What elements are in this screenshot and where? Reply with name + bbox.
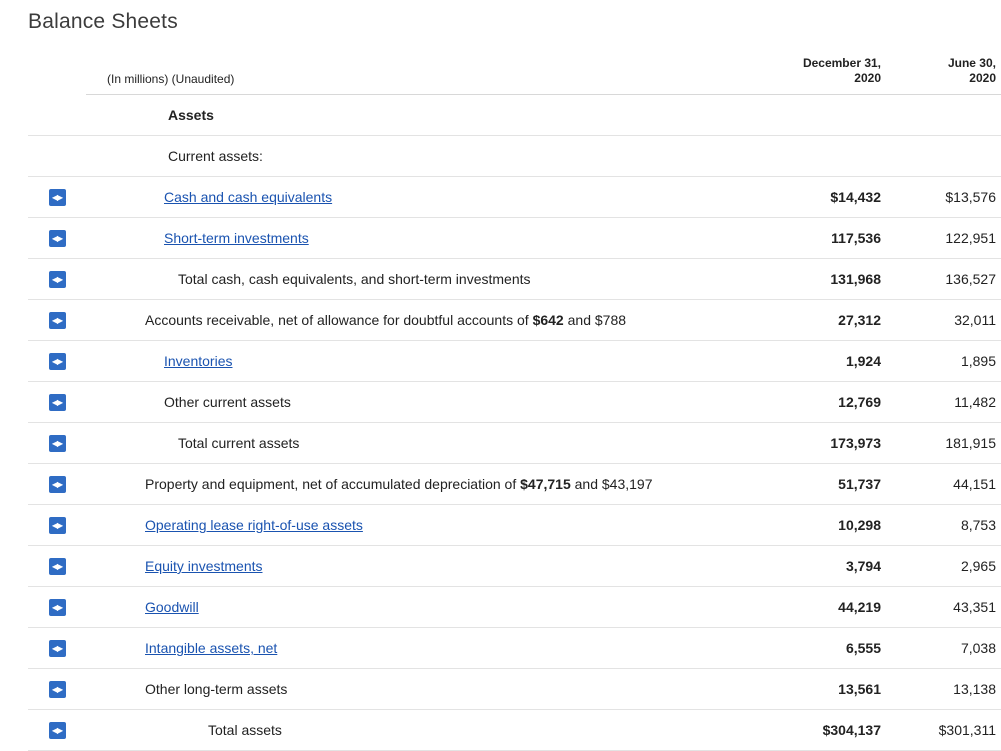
table-row xyxy=(28,341,1001,382)
row-icon-cell xyxy=(28,177,86,218)
row-value-current xyxy=(771,300,886,341)
row-value-prior xyxy=(886,177,1001,218)
row-label-text: Total cash, cash equivalents, and short-term investments xyxy=(178,271,531,287)
row-value-current xyxy=(771,628,886,669)
table-header xyxy=(28,56,1001,95)
xbrl-tag-icon[interactable] xyxy=(49,312,66,329)
table-row xyxy=(28,423,1001,464)
row-label-text: Current assets: xyxy=(168,148,263,164)
value-text: 6,555 xyxy=(845,640,881,656)
row-label-cell xyxy=(86,710,771,751)
row-label-cell xyxy=(86,382,771,423)
value-text: 12,769 xyxy=(838,394,881,410)
value-text: 11,482 xyxy=(954,394,996,410)
label-conjunction: and xyxy=(570,476,602,492)
row-label-cell xyxy=(86,136,771,177)
row-label-cell xyxy=(86,259,771,300)
label-value-current: $642 xyxy=(532,312,564,328)
row-label-link[interactable]: Inventories xyxy=(164,353,233,369)
row-icon-cell xyxy=(28,300,86,341)
xbrl-tag-icon[interactable] xyxy=(49,394,66,411)
row-label-text: Other long-term assets xyxy=(145,681,288,697)
value-text: $301,311 xyxy=(938,722,996,738)
row-value-current xyxy=(771,177,886,218)
row-value-current xyxy=(771,259,886,300)
xbrl-tag-icon[interactable] xyxy=(49,722,66,739)
value-text: 8,753 xyxy=(960,517,996,533)
row-label-cell xyxy=(86,218,771,259)
row-label-cell xyxy=(86,628,771,669)
row-label-cell xyxy=(86,464,771,505)
table-row xyxy=(28,587,1001,628)
row-value-prior xyxy=(886,218,1001,259)
xbrl-tag-icon[interactable] xyxy=(49,476,66,493)
row-value-current xyxy=(771,382,886,423)
header-stub: (In millions) (Unaudited) xyxy=(86,56,771,95)
header-col-2-line2: 2020 xyxy=(969,71,996,85)
value-text: 13,138 xyxy=(953,681,996,697)
row-value-prior xyxy=(886,300,1001,341)
table-body xyxy=(28,95,1001,751)
value-text: 1,924 xyxy=(845,353,881,369)
value-text: 44,219 xyxy=(838,599,881,615)
table-row xyxy=(28,300,1001,341)
xbrl-tag-icon[interactable] xyxy=(49,271,66,288)
value-text: $14,432 xyxy=(830,189,881,205)
xbrl-tag-icon[interactable] xyxy=(49,681,66,698)
row-icon-cell xyxy=(28,382,86,423)
row-label-cell xyxy=(86,177,771,218)
row-value-prior xyxy=(886,423,1001,464)
row-value-prior xyxy=(886,95,1001,136)
row-icon-cell xyxy=(28,669,86,710)
balance-sheet-table xyxy=(28,56,1001,751)
table-row xyxy=(28,218,1001,259)
header-icon-spacer xyxy=(28,56,86,95)
row-value-prior xyxy=(886,259,1001,300)
value-text: 173,973 xyxy=(830,435,881,451)
table-row xyxy=(28,177,1001,218)
row-icon-cell xyxy=(28,218,86,259)
row-icon-cell xyxy=(28,423,86,464)
row-value-current xyxy=(771,218,886,259)
table-row xyxy=(28,464,1001,505)
xbrl-tag-icon[interactable] xyxy=(49,189,66,206)
value-text: 1,895 xyxy=(960,353,996,369)
value-text: 13,561 xyxy=(838,681,881,697)
value-text: 43,351 xyxy=(953,599,996,615)
table-row xyxy=(28,669,1001,710)
row-label-cell xyxy=(86,95,771,136)
row-label-link[interactable]: Equity investments xyxy=(145,558,263,574)
label-value-prior: $788 xyxy=(594,312,627,328)
row-value-current xyxy=(771,669,886,710)
value-text: 3,794 xyxy=(845,558,881,574)
row-value-prior xyxy=(886,669,1001,710)
header-col-1-line1: December 31, xyxy=(802,56,881,70)
row-value-current xyxy=(771,505,886,546)
table-row xyxy=(28,382,1001,423)
xbrl-tag-icon[interactable] xyxy=(49,517,66,534)
table-row xyxy=(28,546,1001,587)
value-text: $304,137 xyxy=(822,722,881,738)
xbrl-tag-icon[interactable] xyxy=(49,640,66,657)
label-value-prior: $43,197 xyxy=(601,476,653,492)
row-value-prior xyxy=(886,710,1001,751)
row-value-prior xyxy=(886,341,1001,382)
row-value-prior xyxy=(886,505,1001,546)
value-text: 2,965 xyxy=(960,558,996,574)
header-col-2-line1: June 30, xyxy=(947,56,996,70)
row-value-current xyxy=(771,341,886,382)
row-label-link[interactable]: Short-term investments xyxy=(164,230,309,246)
label-conjunction: and xyxy=(563,312,595,328)
row-value-current xyxy=(771,587,886,628)
row-label-link[interactable]: Cash and cash equivalents xyxy=(164,189,333,205)
page-title: Balance Sheets xyxy=(28,10,178,33)
table-row xyxy=(28,710,1001,751)
value-text: 32,011 xyxy=(954,312,996,328)
table-row xyxy=(28,628,1001,669)
row-label-text: Total assets xyxy=(208,722,282,738)
row-value-current xyxy=(771,136,886,177)
row-label-text: Total current assets xyxy=(178,435,300,451)
row-label-cell xyxy=(86,341,771,382)
value-text: 7,038 xyxy=(960,640,996,656)
row-icon-cell xyxy=(28,628,86,669)
value-text: 44,151 xyxy=(953,476,996,492)
row-icon-cell xyxy=(28,95,86,136)
xbrl-tag-icon[interactable] xyxy=(49,435,66,452)
row-value-prior xyxy=(886,546,1001,587)
label-text: Property and equipment, net of accumulated depreciation of xyxy=(145,476,521,492)
row-label-link[interactable]: Operating lease right-of-use assets xyxy=(145,517,363,533)
row-value-prior xyxy=(886,382,1001,423)
row-value-prior xyxy=(886,587,1001,628)
table-row xyxy=(28,95,1001,136)
label-value-current: $47,715 xyxy=(520,476,571,492)
row-icon-cell xyxy=(28,259,86,300)
value-text: 131,968 xyxy=(830,271,881,287)
value-text: 122,951 xyxy=(945,230,996,246)
row-value-prior xyxy=(886,136,1001,177)
row-value-prior xyxy=(886,628,1001,669)
row-label-link[interactable]: Goodwill xyxy=(145,599,199,615)
row-value-prior xyxy=(886,464,1001,505)
row-icon-cell xyxy=(28,546,86,587)
xbrl-tag-icon[interactable] xyxy=(49,558,66,575)
value-text: $13,576 xyxy=(945,189,996,205)
row-label-text: Assets xyxy=(168,107,214,123)
row-icon-cell xyxy=(28,464,86,505)
row-label-cell xyxy=(86,546,771,587)
value-text: 136,527 xyxy=(945,271,996,287)
label-text: Accounts receivable, net of allowance for doubtful accounts of xyxy=(145,312,533,328)
row-value-current xyxy=(771,710,886,751)
row-label-link[interactable]: Intangible assets, net xyxy=(145,640,278,656)
row-icon-cell xyxy=(28,505,86,546)
row-label-text: Other current assets xyxy=(164,394,291,410)
xbrl-tag-icon[interactable] xyxy=(49,599,66,616)
row-icon-cell xyxy=(28,136,86,177)
xbrl-tag-icon[interactable] xyxy=(49,353,66,370)
value-text: 181,915 xyxy=(945,435,996,451)
row-icon-cell xyxy=(28,341,86,382)
row-label-cell xyxy=(86,505,771,546)
row-value-current xyxy=(771,95,886,136)
value-text: 117,536 xyxy=(831,230,881,246)
row-icon-cell xyxy=(28,587,86,628)
value-text: 10,298 xyxy=(838,517,881,533)
row-value-current xyxy=(771,546,886,587)
row-label-cell xyxy=(86,669,771,710)
row-icon-cell xyxy=(28,710,86,751)
value-text: 51,737 xyxy=(838,476,881,492)
row-value-current xyxy=(771,464,886,505)
value-text: 27,312 xyxy=(838,312,881,328)
table-row xyxy=(28,136,1001,177)
row-value-current xyxy=(771,423,886,464)
header-col-1-line2: 2020 xyxy=(854,71,881,85)
row-label-cell xyxy=(86,423,771,464)
table-row xyxy=(28,259,1001,300)
row-label-cell xyxy=(86,300,771,341)
header-col-2 xyxy=(886,56,1001,95)
xbrl-tag-icon[interactable] xyxy=(49,230,66,247)
table-row xyxy=(28,505,1001,546)
row-label-cell xyxy=(86,587,771,628)
header-col-1 xyxy=(771,56,886,95)
